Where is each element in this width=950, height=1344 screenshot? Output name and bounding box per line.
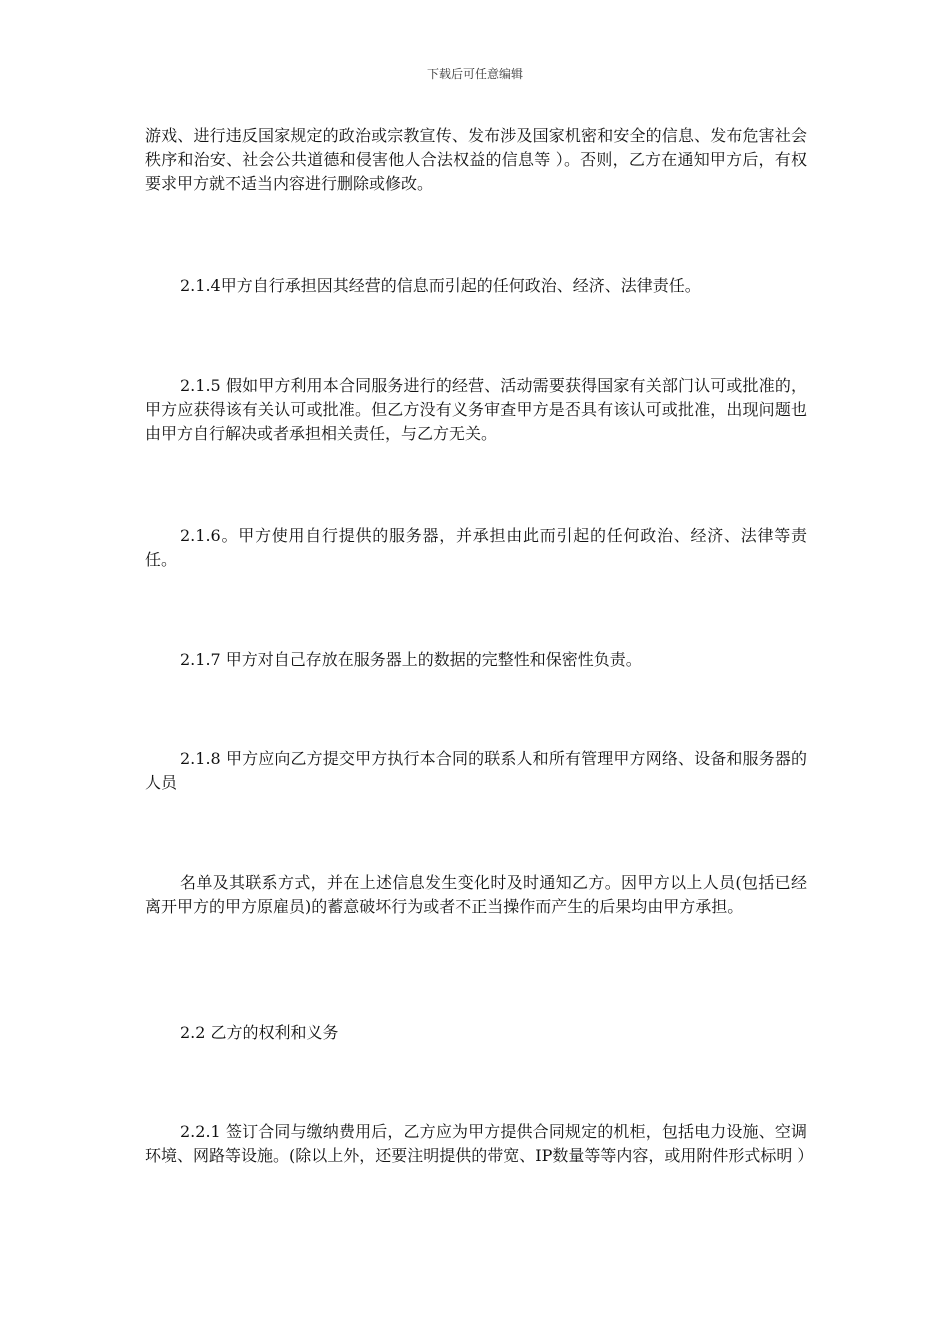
paragraph-2-1-4: 2.1.4甲方自行承担因其经营的信息而引起的任何政治、经济、法律责任。 [180, 276, 701, 295]
paragraph-2-1-7: 2.1.7 甲方对自己存放在服务器上的数据的完整性和保密性负责。 [180, 650, 642, 669]
paragraph-2-1-6: 2.1.6。甲方使用自行提供的服务器，并承担由此而引起的任何政治、经济、法律等责任。 [145, 526, 807, 569]
paragraph-2-1-5: 2.1.5 假如甲方利用本合同服务进行的经营、活动需要获得国家有关部门认可或批准的，甲方应获得该有关认可或批准。但乙方没有义务审查甲方是否具有该认可或批准，出现问题也由甲方自行解决或者承担相关责任，与乙方无关。 [145, 376, 807, 443]
paragraph-continuation: 游戏、进行违反国家规定的政治或宗教宣传、发布涉及国家机密和安全的信息、发布危害社会秩序和治安、社会公共道德和侵害他人合法权益的信息等 ）。否则，乙方在通知甲方后，有权要求甲方就不适当内容进行删除或修改。 [145, 126, 807, 193]
section-heading-2-2: 2.2 乙方的权利和义务 [180, 1023, 339, 1042]
paragraph-2-1-8-continued: 名单及其联系方式，并在上述信息发生变化时及时通知乙方。因甲方以上人员(包括已经离开甲方的甲方原雇员)的蓄意破坏行为或者不正当操作而产生的后果均由甲方承担。 [145, 873, 807, 916]
page-header: 下载后可任意编辑 [426, 67, 523, 81]
paragraph-2-1-8: 2.1.8 甲方应向乙方提交甲方执行本合同的联系人和所有管理甲方网络、设备和服务器的人员 [145, 749, 807, 792]
paragraph-2-2-1: 2.2.1 签订合同与缴纳费用后，乙方应为甲方提供合同规定的机柜，包括电力设施、空调环境、网路等设施。(除以上外，还要注明提供的带宽、IP数量等等内容，或用附件形式标明 ） [145, 1122, 814, 1165]
